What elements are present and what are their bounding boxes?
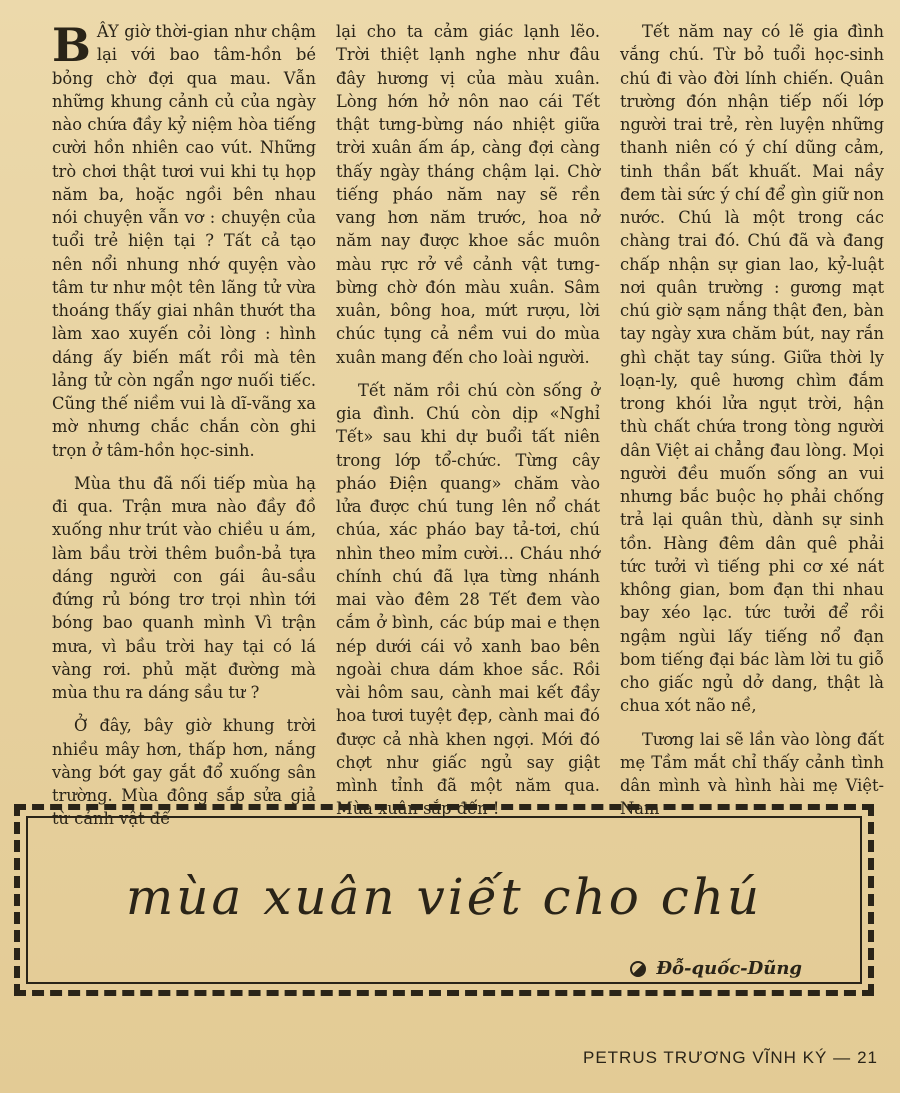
drop-cap: B — [52, 18, 91, 72]
paragraph: Ở đây, bây giờ khung trời nhiều mây hơn, thấp hơn, nắng vàng bớt gay gắt đổ xuống sân trường. Mùa đông sắp sửa giả từ cảnh vật để — [52, 716, 316, 829]
paragraph: Mùa thu đã nối tiếp mùa hạ đi qua. Trận mưa nào đầy đồ xuống như trút vào chiều u ám, làm bầu trời thêm buồn-bả tựa dáng người con gái âu-sầu đứng rủ bóng trơ trọi nhìn tới bóng bao quanh mình Vì trận mưa, vì bầu trời hay tại có lá vàng rơi. phủ mặt đường mà mùa thu ra dáng sầu tư ? — [52, 473, 316, 702]
article-columns — [52, 18, 884, 829]
paragraph-text: ÂY giờ thời-gian như chậm lại với bao tâm-hồn bé bỏng chờ đợi qua mau. Vẫn những khung cảnh củ của ngày nào chứa đầy kỷ niệm hòa tiếng cười hồn nhiên cao vút. Những trò chơi thật tươi vui khi tụ họp năm ba, hoặc ngồi bên nhau nói chuyện vẫn vơ : chuyện của tuổi trẻ hiện tại ? Tất cả tạo nên nổi nhung nhớ quyện vào tâm tư như một tên lãng tử vừa thoáng thấy giai nhân thướt tha làm xao xuyến cỏi lòng : hình dáng ấy biến mất rồi mà tên lảng tử còn ngẩn ngơ nuối tiếc. Cũng thế niềm vui là dĩ-vãng xa mờ nhưng chắc chắn còn ghi trọn ở tâm-hồn học-sinh. — [52, 22, 316, 460]
author-name: Đỗ-quốc-Dũng — [656, 958, 802, 979]
paragraph: Tết năm rồi chú còn sống ở gia đình. Chú còn dịp «Nghỉ Tết» sau khi dự buổi tất niên trong lớp tổ-chức. Từng cây pháo Điện quang» chăm vào lửa được chú tung lên nổ chát chúa, xác pháo bay tả-tơi, chú nhìn theo mỉm cười... Cháu nhớ chính chú đã lựa từng nhánh mai vào đêm 28 Tết đem vào cắm ở bình, các búp mai e thẹn nép dưới cái vỏ xanh bao bên ngoài chưa dám khoe sắc. Rồi vài hôm sau, cành mai kết đầy hoa tươi tuyệt đẹp, cành mai đó được cả nhà khen ngợi. Mới đó chợt như giấc ngủ say giật mình tỉnh đã một năm qua. Mùa xuân sắp đến ! — [336, 380, 600, 819]
article-column-2 — [336, 20, 600, 819]
article-column-3 — [620, 20, 884, 819]
paragraph — [52, 20, 316, 462]
publication-name: PETRUS TRƯƠNG VĨNH KÝ — — [582, 1048, 852, 1067]
author-byline — [630, 958, 802, 979]
page-number: 21 — [857, 1048, 878, 1067]
paragraph: Tết năm nay có lẽ gia đình vắng chú. Từ bỏ tuổi học-sinh chú đi vào đời lính chiến. Quân trường đón nhận tiếp nối lớp người trai trẻ, rèn luyện những thanh niên có ý chí dũng cảm, tinh thần bất khuất. Mai nầy đem tài sức ý chí để gìn giữ non nước. Chú là một trong các chàng trai đó. Chú đã và đang chấp nhận sự gian lao, kỷ-luật nơi quân trường : gương mạt chú giờ sạm nắng thật đen, bàn tay ngày xưa chăm bút, nay rắn ghì chặt tay súng. Giữa thời ly loạn-ly, quê hương chìm đắm trong khói lửa ngụt trời, hận thù chất chứa trong tòng người dân Việt ai chẳng đau lòng. Mọi người đều muốn sống an vui nhưng bắc buộc họ phải chống trả lại quân thù, dành sự sinh tồn. Hàng đêm dân quê phải tức tưởi vì tiếng phi cơ xé nát không gian, bom đạn thi nhau bay xéo lạc. tức tưởi để rồi ngậm ngùi lấy tiếng nổ đạn bom tiếng đại bác làm lời tu giỗ cho giấc ngủ dở dang, thật là chua xót não nề, — [620, 22, 884, 716]
half-circle-icon — [627, 957, 650, 980]
title-box — [14, 804, 874, 996]
article-column-1 — [52, 18, 316, 829]
paragraph: Tương lai sẽ lần vào lòng đất mẹ Tầm mắt chỉ thấy cảnh tình dân mình và hình hài mẹ Việt-Nam — [620, 729, 884, 819]
article-title: mùa xuân viết cho chú — [125, 868, 763, 926]
paragraph: lại cho ta cảm giác lạnh lẽo. Trời thiệt lạnh nghe như đâu đây hương vị của màu xuân. Lòng hớn hở nôn nao cái Tết thật tưng-bừng náo nhiệt giữa trời xuân ấm áp, càng đợi càng thấy ngày tháng chậm lại. Chờ tiếng pháo năm nay sẽ rền vang hơn năm trước, hoa nở năm nay được khoe sắc muôn màu rực rở về cảnh vật tưng-bừng chờ đón màu xuân. Sâm xuân, bông hoa, mứt rượu, lời chúc tụng cả nềm vui do mùa xuân mang đến cho loài người. — [336, 22, 600, 367]
page-footer — [577, 1048, 878, 1068]
